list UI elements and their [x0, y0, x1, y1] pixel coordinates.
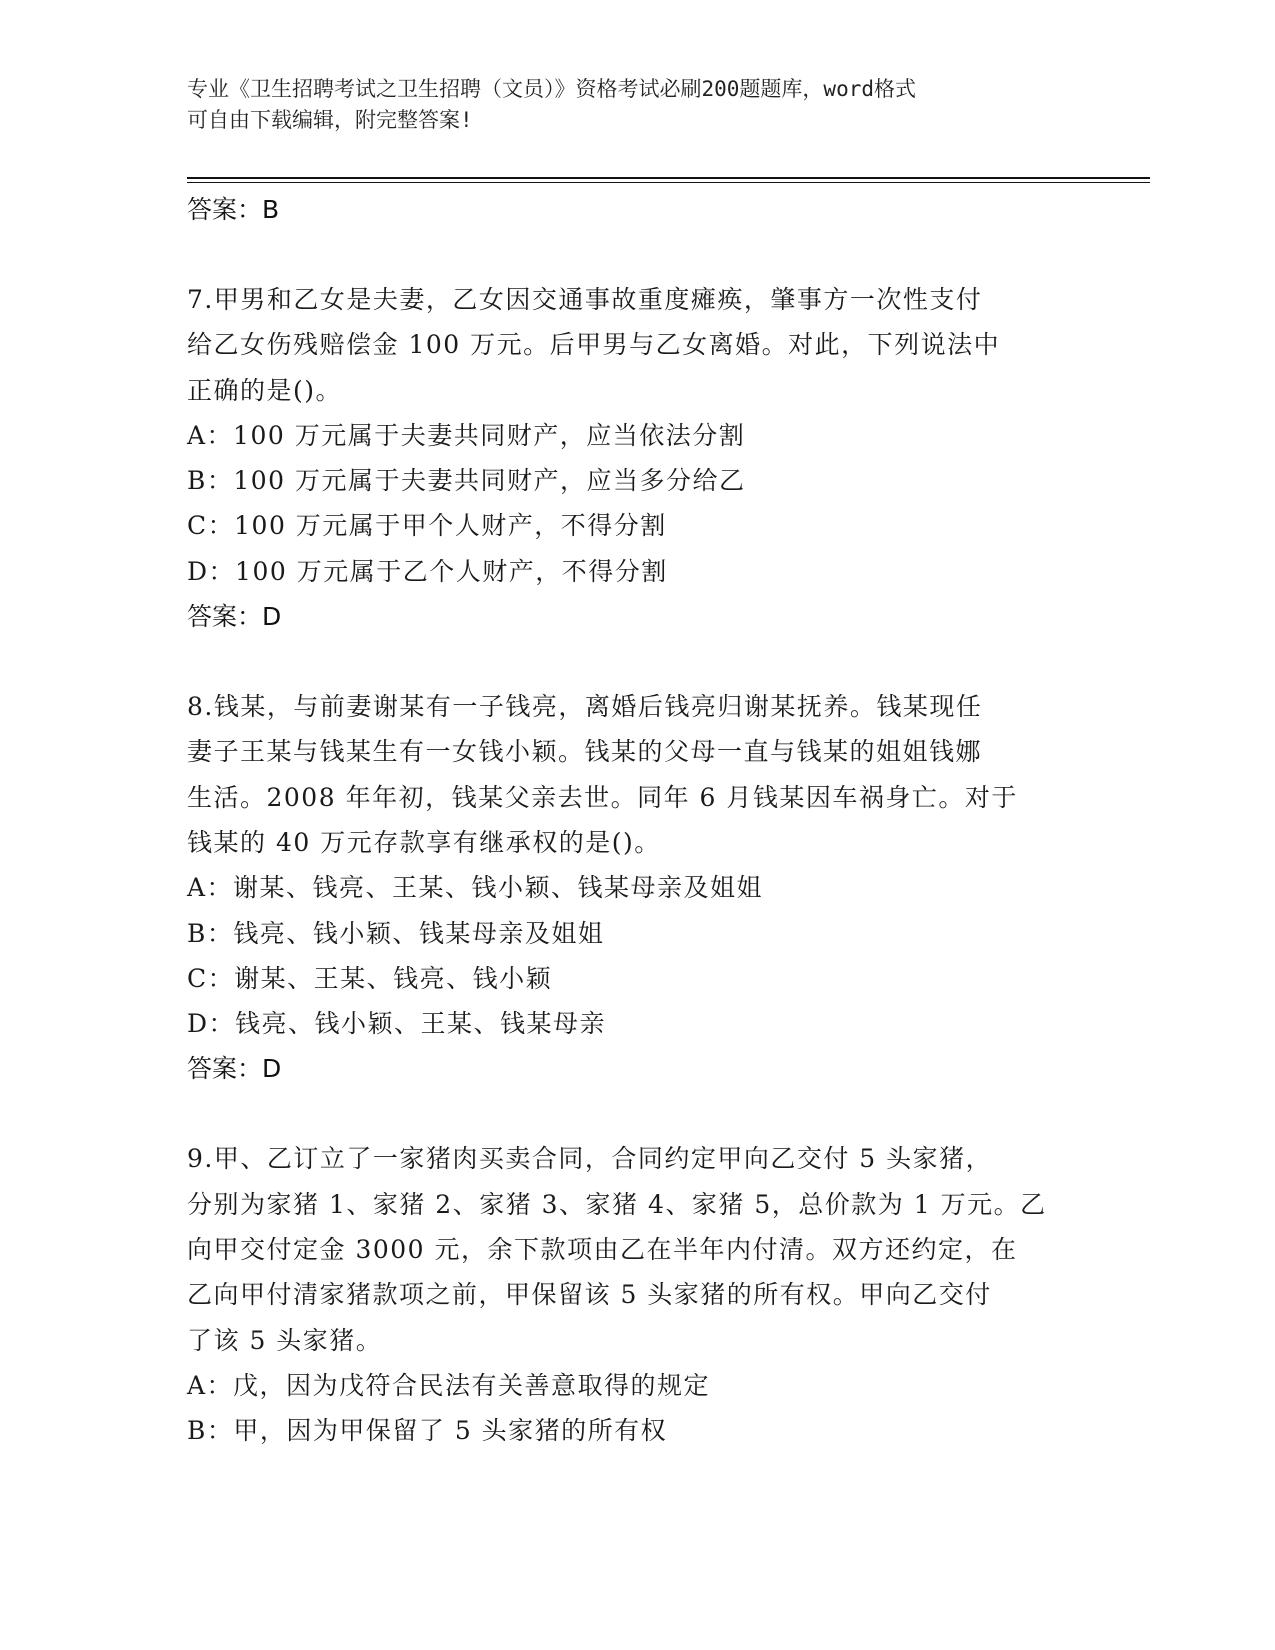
question-text-line: 钱某的 40 万元存款享有继承权的是()。	[187, 827, 661, 857]
spacer	[187, 232, 1087, 277]
spacer	[187, 1091, 1087, 1136]
page-header	[187, 74, 1087, 136]
option-c: C：100 万元属于甲个人财产，不得分割	[187, 511, 667, 541]
question-text-line: 乙向甲付清家猪款项之前，甲保留该 5 头家猪的所有权。甲向乙交付	[187, 1280, 992, 1310]
document-body	[187, 187, 1087, 1454]
question-text-line: 给乙女伤残赔偿金 100 万元。后甲男与乙女离婚。对此，下列说法中	[187, 330, 1001, 360]
answer-line: 答案：D	[187, 602, 282, 632]
question-text-line: 9.甲、乙订立了一家猪肉买卖合同，合同约定甲向乙交付 5 头家猪，	[187, 1144, 993, 1174]
question-text-line: 正确的是()。	[187, 375, 343, 405]
spacer	[187, 639, 1087, 684]
question-text-line: 妻子王某与钱某生有一女钱小颖。钱某的父母一直与钱某的姐姐钱娜	[187, 737, 983, 767]
answer-line: 答案：B	[187, 195, 280, 224]
header-rule-thick	[187, 177, 1150, 179]
option-b: B：100 万元属于夫妻共同财产，应当多分给乙	[187, 466, 746, 496]
header-line-1: 专业《卫生招聘考试之卫生招聘（文员）》资格考试必刷200题题库，word格式	[187, 77, 916, 101]
option-c: C：谢某、王某、钱亮、钱小颖	[187, 963, 553, 993]
answer-line: 答案：D	[187, 1054, 282, 1084]
option-b: B：甲，因为甲保留了 5 头家猪的所有权	[187, 1416, 668, 1446]
question-text-line: 了该 5 头家猪。	[187, 1325, 383, 1355]
question-block	[187, 684, 1087, 1091]
option-b: B：钱亮、钱小颖、钱某母亲及姐姐	[187, 918, 605, 948]
option-d: D：钱亮、钱小颖、王某、钱某母亲	[187, 1009, 607, 1039]
option-d: D：100 万元属于乙个人财产，不得分割	[187, 556, 668, 586]
option-a: A：谢某、钱亮、王某、钱小颖、钱某母亲及姐姐	[187, 873, 764, 903]
option-a: A：戊，因为戊符合民法有关善意取得的规定	[187, 1370, 711, 1400]
question-text-line: 分别为家猪 1、家猪 2、家猪 3、家猪 4、家猪 5，总价款为 1 万元。乙	[187, 1189, 1047, 1219]
question-text-line: 8.钱某，与前妻谢某有一子钱亮，离婚后钱亮归谢某抚养。钱某现任	[187, 692, 983, 722]
question-text-line: 7.甲男和乙女是夫妻，乙女因交通事故重度瘫痪，肇事方一次性支付	[187, 285, 983, 314]
question-text-line: 向甲交付定金 3000 元，余下款项由乙在半年内付清。双方还约定，在	[187, 1235, 1018, 1265]
question-text-line: 生活。2008 年年初，钱某父亲去世。同年 6 月钱某因车祸身亡。对于	[187, 782, 1018, 812]
question-block	[187, 277, 1087, 639]
question-block	[187, 1136, 1087, 1453]
header-rule-thin	[187, 182, 1150, 183]
option-a: A：100 万元属于夫妻共同财产，应当依法分割	[187, 420, 746, 450]
header-line-2: 可自由下载编辑，附完整答案!	[187, 108, 473, 132]
